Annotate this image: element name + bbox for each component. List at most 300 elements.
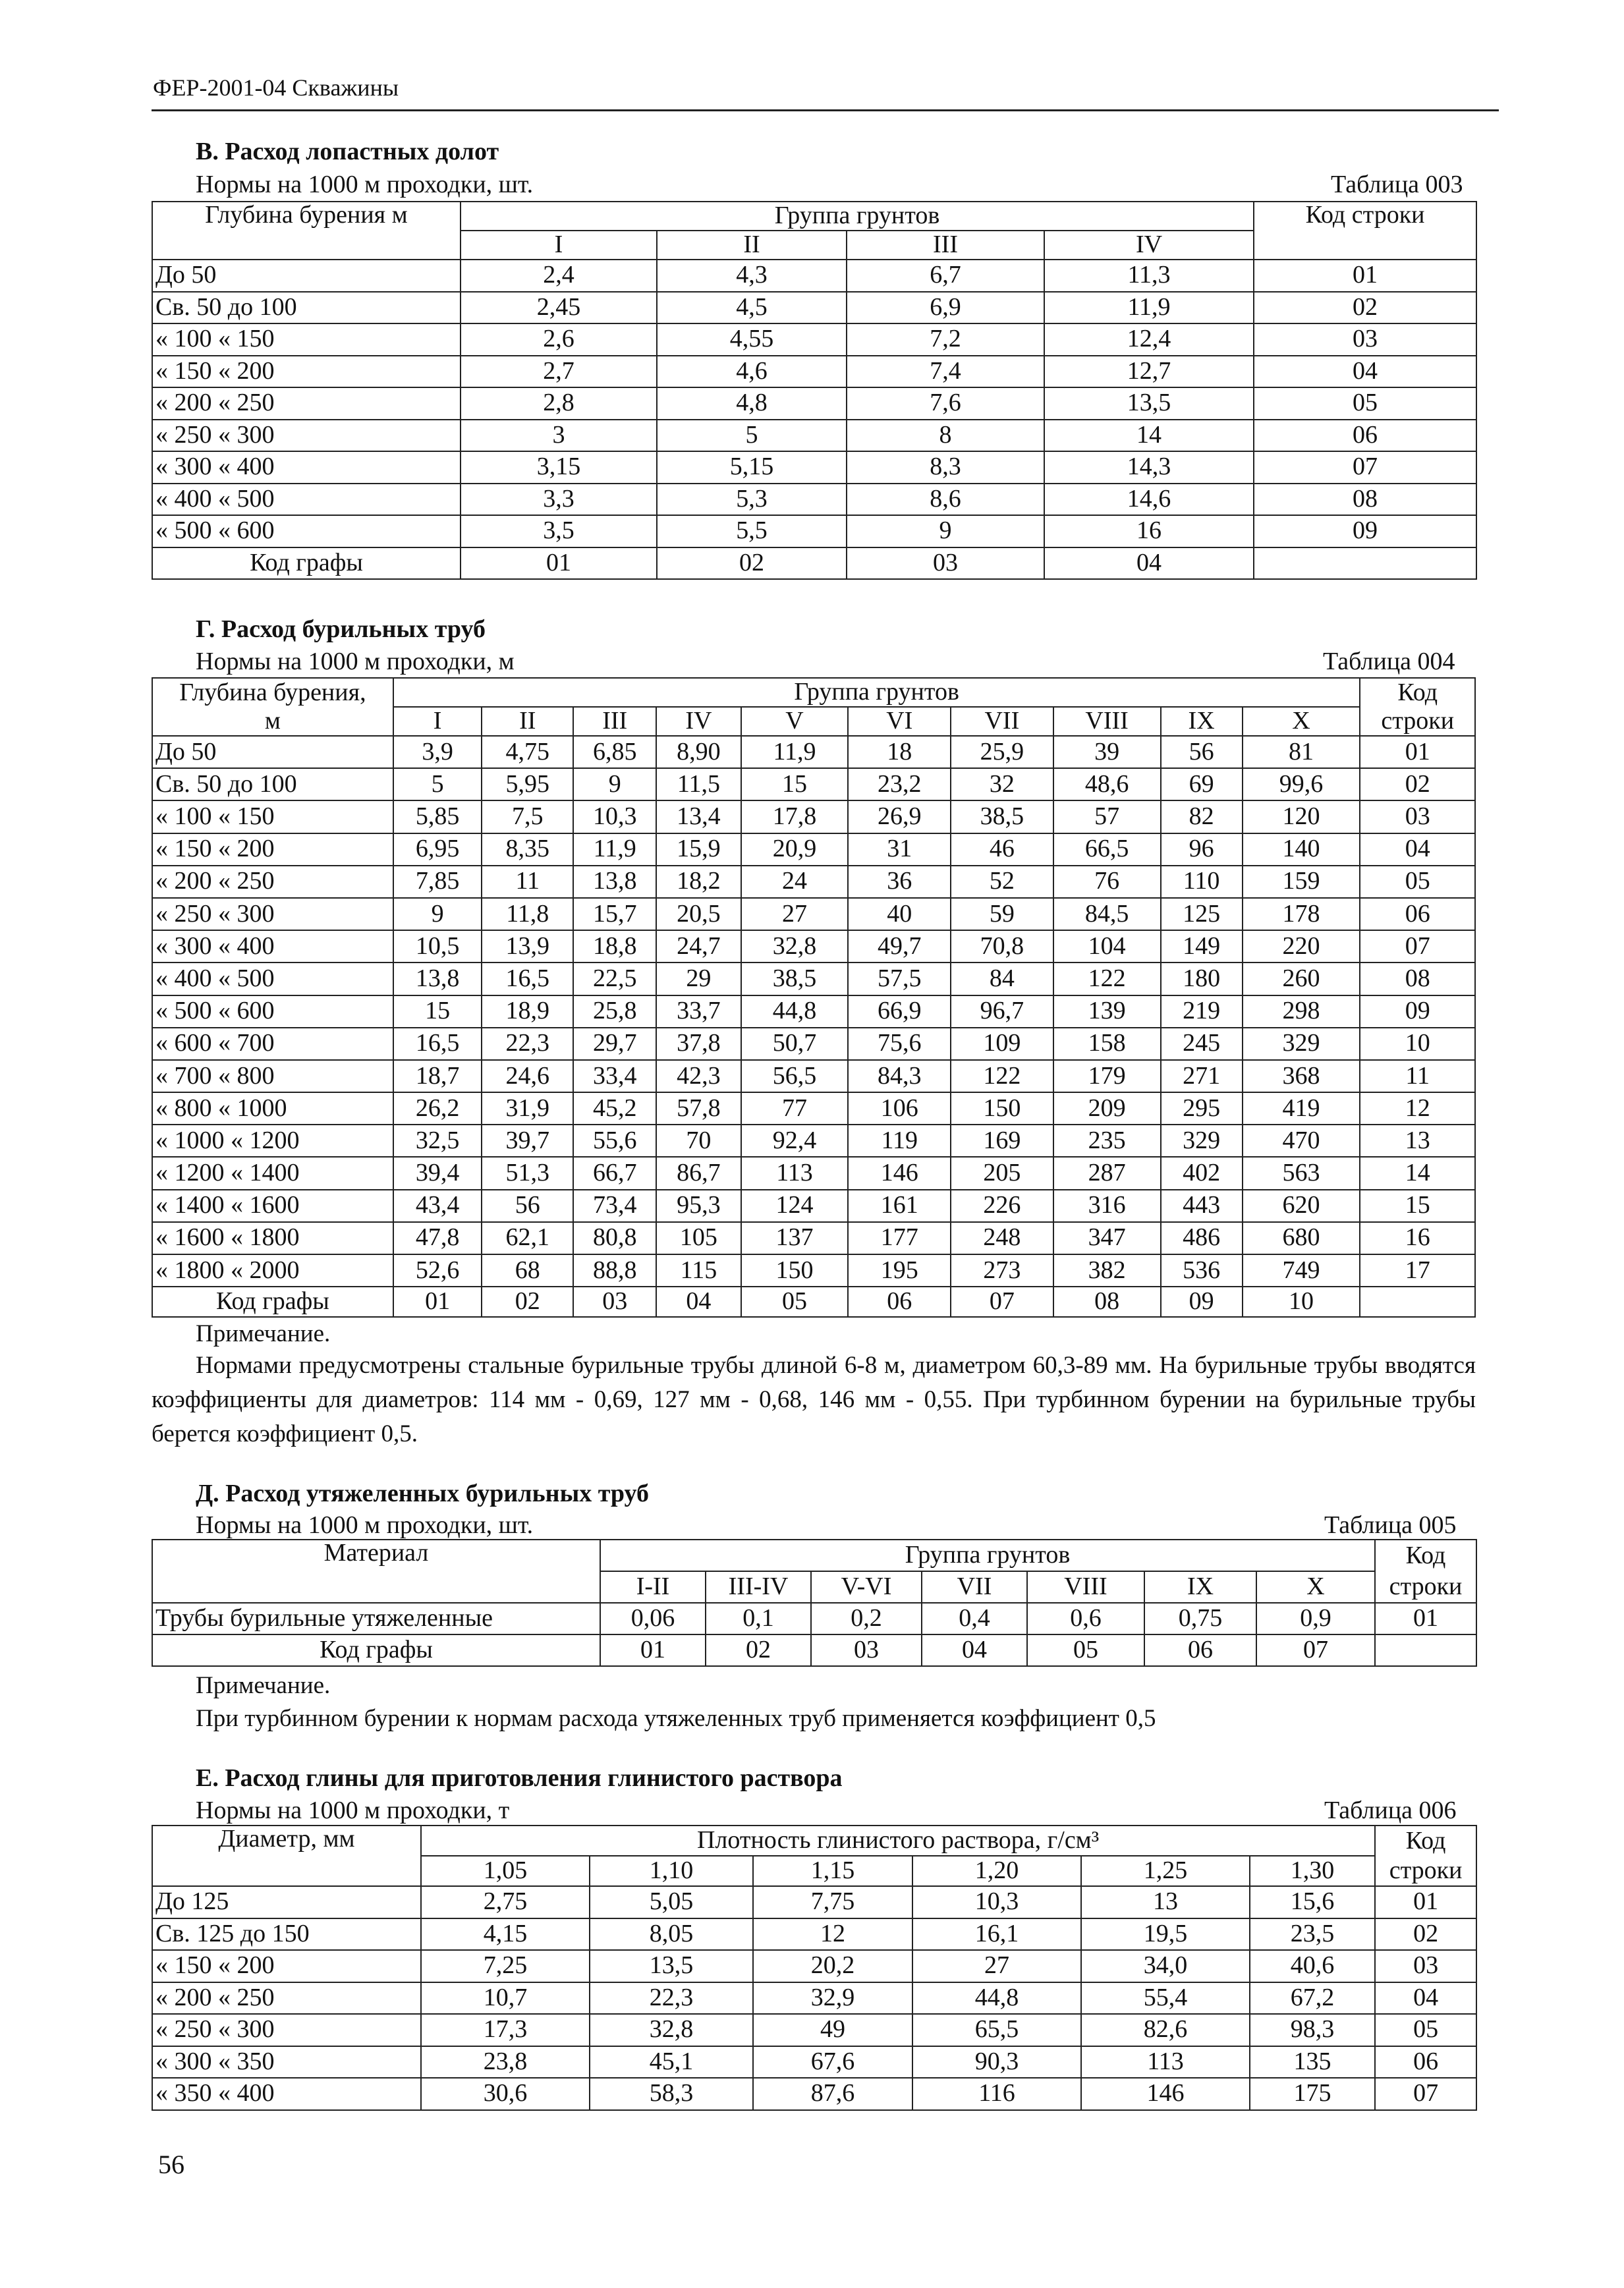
table-cell: 32,8	[741, 930, 849, 963]
table-cell: 06	[1360, 898, 1475, 930]
table-cell: « 700 « 800	[152, 1060, 393, 1092]
table-cell: 113	[741, 1157, 849, 1189]
table-cell: 178	[1243, 898, 1360, 930]
table-cell: 04	[1044, 547, 1254, 579]
table-cell: 14,3	[1044, 451, 1254, 484]
table-cell: 205	[951, 1157, 1053, 1189]
table-cell: 22,3	[482, 1028, 573, 1060]
table-cell: 47,8	[393, 1222, 482, 1254]
table-cell: 150	[951, 1092, 1053, 1125]
table-cell: 16,5	[393, 1028, 482, 1060]
table-cell: 95,3	[656, 1190, 741, 1222]
header-row	[152, 202, 1476, 231]
table-cell: « 100 « 150	[152, 800, 393, 833]
column-header: III	[847, 231, 1044, 260]
column-header: Диаметр, мм	[152, 1826, 421, 1886]
table-cell: 113	[1081, 2046, 1250, 2079]
table-cell: 03	[573, 1287, 656, 1317]
table-cell: 07	[1360, 930, 1475, 963]
table-row	[152, 1918, 1476, 1951]
table-cell: 52	[951, 866, 1053, 898]
table-cell: 382	[1053, 1254, 1161, 1287]
table-cell: 7,2	[847, 323, 1044, 356]
table-cell: 39,4	[393, 1157, 482, 1189]
table-cell: 3,15	[461, 451, 657, 484]
table-cell: 75,6	[848, 1028, 951, 1060]
table-cell: « 300 « 400	[152, 930, 393, 963]
table-row	[152, 930, 1475, 963]
table-cell: 57,8	[656, 1092, 741, 1125]
column-header: Глубина бурения м	[152, 202, 461, 260]
table-cell: 8,6	[847, 484, 1044, 516]
table-cell: 680	[1243, 1222, 1360, 1254]
table-cell: 13,8	[573, 866, 656, 898]
table-cell: 3,9	[393, 736, 482, 768]
table-cell: 287	[1053, 1157, 1161, 1189]
table-cell: 46	[951, 833, 1053, 866]
table-row	[152, 292, 1476, 324]
t004-note: Нормами предусмотрены стальные бурильные трубы длиной 6-8 м, диаметром 60,3-89 мм. На бурильные трубы вводятся коэффициенты для диаметров: 114 мм - 0,69, 127 мм - 0,68, 146 мм - 0,55. При турбинном бурении на бурильные трубы берется коэффициент 0,5.	[152, 1352, 1476, 1447]
table-cell: « 500 « 600	[152, 995, 393, 1028]
table-cell: 220	[1243, 930, 1360, 963]
column-header: VII	[951, 707, 1053, 736]
table-cell: 03	[1254, 323, 1476, 356]
table-cell: 245	[1161, 1028, 1243, 1060]
table-cell: 18,2	[656, 866, 741, 898]
column-header: I	[393, 707, 482, 736]
table-cell: 10	[1360, 1028, 1475, 1060]
table-cell: 32,5	[393, 1125, 482, 1157]
table-cell: 08	[1053, 1287, 1161, 1317]
table-row	[152, 833, 1475, 866]
table-cell: « 100 « 150	[152, 323, 461, 356]
column-header: Группа грунтов	[600, 1540, 1375, 1571]
table-cell: 32	[951, 768, 1053, 800]
table-cell: 7,25	[421, 1950, 590, 1982]
column-header: строки	[1375, 1856, 1476, 1886]
header-row	[152, 1826, 1476, 1856]
table-cell: 26,2	[393, 1092, 482, 1125]
table-cell: 161	[848, 1190, 951, 1222]
table-cell: 02	[706, 1634, 811, 1666]
table-cell: 43,4	[393, 1190, 482, 1222]
table-row	[152, 1886, 1476, 1918]
table-cell: 08	[1254, 484, 1476, 516]
table-row	[152, 1222, 1475, 1254]
table-cell: « 150 « 200	[152, 356, 461, 388]
table-cell: « 400 « 500	[152, 963, 393, 995]
table-cell: 04	[1254, 356, 1476, 388]
table-cell: 17,8	[741, 800, 849, 833]
table-cell: 329	[1243, 1028, 1360, 1060]
table-cell: 5,15	[657, 451, 847, 484]
table-cell: 05	[1375, 2014, 1476, 2046]
table-cell: 70	[656, 1125, 741, 1157]
table-cell: 02	[1254, 292, 1476, 324]
table-cell: 59	[951, 898, 1053, 930]
table-cell: 26,9	[848, 800, 951, 833]
table-cell: 9	[847, 515, 1044, 547]
table-cell: 15,9	[656, 833, 741, 866]
table-cell: 14,6	[1044, 484, 1254, 516]
table-cell: 57	[1053, 800, 1161, 833]
table-005	[152, 1539, 1477, 1667]
table-cell: 84,5	[1053, 898, 1161, 930]
t003-number: Таблица 003	[1331, 171, 1463, 198]
table-cell: « 200 « 250	[152, 866, 393, 898]
column-header: I	[461, 231, 657, 260]
table-cell: 368	[1243, 1060, 1360, 1092]
table-cell: Код графы	[152, 547, 461, 579]
table-cell: 235	[1053, 1125, 1161, 1157]
table-cell: 13	[1081, 1886, 1250, 1918]
table-cell: 139	[1053, 995, 1161, 1028]
table-cell: « 500 « 600	[152, 515, 461, 547]
t005-title: Д. Расход утяжеленных бурильных труб	[196, 1480, 650, 1507]
table-cell: 10,5	[393, 930, 482, 963]
table-cell: 20,5	[656, 898, 741, 930]
table-cell: 38,5	[741, 963, 849, 995]
table-cell: « 300 « 350	[152, 2046, 421, 2079]
column-header: строки	[1360, 707, 1475, 736]
column-header: Код строки	[1254, 202, 1476, 260]
table-cell: 44,8	[912, 1982, 1081, 2015]
table-cell: 13,9	[482, 930, 573, 963]
table-cell: 04	[922, 1634, 1027, 1666]
table-cell: 06	[848, 1287, 951, 1317]
table-cell: 106	[848, 1092, 951, 1125]
table-cell: До 125	[152, 1886, 421, 1918]
table-cell: 05	[1027, 1634, 1144, 1666]
table-cell: Код графы	[152, 1634, 600, 1666]
table-cell: 05	[741, 1287, 849, 1317]
column-header: Материал	[152, 1540, 600, 1603]
table-row	[152, 2046, 1476, 2079]
table-cell: 135	[1250, 2046, 1375, 2079]
table-cell: 16	[1360, 1222, 1475, 1254]
table-cell: 536	[1161, 1254, 1243, 1287]
table-row	[152, 736, 1475, 768]
table-cell: 16	[1044, 515, 1254, 547]
t006-title: Е. Расход глины для приготовления глинистого раствора	[196, 1764, 843, 1792]
t003-subtitle: Нормы на 1000 м проходки, шт.	[196, 171, 534, 198]
table-cell: 15	[1360, 1190, 1475, 1222]
table-cell: 11	[482, 866, 573, 898]
table-cell: 01	[1254, 260, 1476, 292]
table-row	[152, 1982, 1476, 2015]
table-cell: 6,95	[393, 833, 482, 866]
table-cell: 158	[1053, 1028, 1161, 1060]
table-row	[152, 800, 1475, 833]
table-cell: 84	[951, 963, 1053, 995]
table-cell: 86,7	[656, 1157, 741, 1189]
table-row	[152, 356, 1476, 388]
table-cell: 0,75	[1144, 1603, 1256, 1634]
table-row	[152, 963, 1475, 995]
table-cell: 11	[1360, 1060, 1475, 1092]
table-cell: 01	[1375, 1603, 1476, 1634]
t005-note-title: Примечание.	[196, 1672, 331, 1699]
table-row	[152, 260, 1476, 292]
table-cell: « 800 « 1000	[152, 1092, 393, 1125]
table-row	[152, 898, 1475, 930]
table-cell: 120	[1243, 800, 1360, 833]
table-cell: 81	[1243, 736, 1360, 768]
table-cell: 15,6	[1250, 1886, 1375, 1918]
table-cell: 271	[1161, 1060, 1243, 1092]
table-cell: 115	[656, 1254, 741, 1287]
table-cell: « 250 « 300	[152, 2014, 421, 2046]
t004-subtitle: Нормы на 1000 м проходки, м	[196, 648, 515, 675]
table-cell: 96,7	[951, 995, 1053, 1028]
table-cell: 33,7	[656, 995, 741, 1028]
table-cell: 5,05	[590, 1886, 753, 1918]
table-cell: 24	[741, 866, 849, 898]
table-cell: 7,5	[482, 800, 573, 833]
table-row	[152, 387, 1476, 420]
table-cell: 23,8	[421, 2046, 590, 2079]
table-cell: « 1000 « 1200	[152, 1125, 393, 1157]
table-cell: 04	[1375, 1982, 1476, 2015]
table-cell: 15	[393, 995, 482, 1028]
table-cell: 13,8	[393, 963, 482, 995]
table-cell	[1360, 1287, 1475, 1317]
table-cell: 749	[1243, 1254, 1360, 1287]
table-cell: 5,85	[393, 800, 482, 833]
table-cell: 01	[1360, 736, 1475, 768]
table-cell: 07	[1375, 2078, 1476, 2110]
table-cell: 419	[1243, 1092, 1360, 1125]
table-cell: 45,2	[573, 1092, 656, 1125]
table-cell: « 250 « 300	[152, 898, 393, 930]
table-cell: 04	[1360, 833, 1475, 866]
column-header: Группа грунтов	[461, 202, 1254, 231]
table-row	[152, 1603, 1476, 1634]
table-cell: 124	[741, 1190, 849, 1222]
table-cell: 169	[951, 1125, 1053, 1157]
table-cell: 25,9	[951, 736, 1053, 768]
table-cell: 109	[951, 1028, 1053, 1060]
table-cell: 73,4	[573, 1190, 656, 1222]
table-cell: 42,3	[656, 1060, 741, 1092]
table-cell: 2,6	[461, 323, 657, 356]
table-cell: 159	[1243, 866, 1360, 898]
table-cell: 179	[1053, 1060, 1161, 1092]
table-cell: 48,6	[1053, 768, 1161, 800]
table-cell: 03	[811, 1634, 922, 1666]
table-cell: 195	[848, 1254, 951, 1287]
table-row	[152, 323, 1476, 356]
table-row	[152, 1950, 1476, 1982]
table-cell: « 1600 « 1800	[152, 1222, 393, 1254]
table-cell: 96	[1161, 833, 1243, 866]
table-cell: 248	[951, 1222, 1053, 1254]
table-cell: 4,3	[657, 260, 847, 292]
table-cell: « 150 « 200	[152, 1950, 421, 1982]
table-cell: 18	[848, 736, 951, 768]
table-cell: « 350 « 400	[152, 2078, 421, 2110]
table-cell: 76	[1053, 866, 1161, 898]
table-row	[152, 484, 1476, 516]
table-cell: 33,4	[573, 1060, 656, 1092]
table-cell: 3	[461, 420, 657, 452]
table-row	[152, 515, 1476, 547]
table-cell: 13,4	[656, 800, 741, 833]
table-cell: « 400 « 500	[152, 484, 461, 516]
header-row	[152, 707, 1475, 736]
table-cell: 177	[848, 1222, 951, 1254]
table-cell: 11,9	[741, 736, 849, 768]
table-cell: 40,6	[1250, 1950, 1375, 1982]
table-row	[152, 2014, 1476, 2046]
table-cell: 4,55	[657, 323, 847, 356]
table-cell: 4,6	[657, 356, 847, 388]
table-cell: 6,9	[847, 292, 1044, 324]
table-cell: 2,45	[461, 292, 657, 324]
table-cell: 2,75	[421, 1886, 590, 1918]
column-header: X	[1243, 707, 1360, 736]
table-cell: 6,7	[847, 260, 1044, 292]
table-cell: 52,6	[393, 1254, 482, 1287]
table-cell: 39	[1053, 736, 1161, 768]
column-header: I-II	[600, 1571, 706, 1603]
column-header: IX	[1144, 1571, 1256, 1603]
table-cell: 24,7	[656, 930, 741, 963]
table-row	[152, 866, 1475, 898]
page-header: ФЕР-2001-04 Скважины	[153, 74, 399, 101]
table-cell: 07	[1256, 1634, 1375, 1666]
table-cell: 2,7	[461, 356, 657, 388]
table-cell: « 1800 « 2000	[152, 1254, 393, 1287]
table-cell: 563	[1243, 1157, 1360, 1189]
table-row	[152, 1125, 1475, 1157]
column-header: IX	[1161, 707, 1243, 736]
table-cell: 09	[1254, 515, 1476, 547]
header-row	[152, 678, 1475, 707]
table-cell: 10,3	[912, 1886, 1081, 1918]
table-cell: 5,3	[657, 484, 847, 516]
table-cell: 98,3	[1250, 2014, 1375, 2046]
table-cell: 11,9	[573, 833, 656, 866]
table-cell: 15,7	[573, 898, 656, 930]
column-header: IV	[656, 707, 741, 736]
table-cell: 13,5	[590, 1950, 753, 1982]
table-cell: 68	[482, 1254, 573, 1287]
column-header: Код	[1360, 678, 1475, 707]
table-cell: 146	[1081, 2078, 1250, 2110]
table-cell: 84,3	[848, 1060, 951, 1092]
table-cell: 09	[1360, 995, 1475, 1028]
table-cell: 10,7	[421, 1982, 590, 2015]
table-cell: 02	[482, 1287, 573, 1317]
table-cell	[1375, 1634, 1476, 1666]
table-cell: 01	[1375, 1886, 1476, 1918]
table-row	[152, 995, 1475, 1028]
column-header: 1,15	[753, 1856, 912, 1886]
table-cell: 77	[741, 1092, 849, 1125]
table-cell: 10	[1243, 1287, 1360, 1317]
column-header: II	[657, 231, 847, 260]
table-cell: 15	[741, 768, 849, 800]
table-cell: 45,1	[590, 2046, 753, 2079]
column-header: Код	[1375, 1826, 1476, 1856]
table-cell: 18,9	[482, 995, 573, 1028]
table-cell: 11,5	[656, 768, 741, 800]
table-cell: 29	[656, 963, 741, 995]
table-cell: 122	[1053, 963, 1161, 995]
table-cell: 140	[1243, 833, 1360, 866]
table-cell: 13	[1360, 1125, 1475, 1157]
table-cell: 55,4	[1081, 1982, 1250, 2015]
table-cell: 34,0	[1081, 1950, 1250, 1982]
table-cell: 82,6	[1081, 2014, 1250, 2046]
table-cell: До 50	[152, 260, 461, 292]
column-header: VIII	[1053, 707, 1161, 736]
table-row	[152, 1092, 1475, 1125]
table-cell: « 200 « 250	[152, 1982, 421, 2015]
table-cell: 55,6	[573, 1125, 656, 1157]
t005-number: Таблица 005	[1324, 1511, 1457, 1539]
table-cell: 12	[1360, 1092, 1475, 1125]
table-cell: 56	[1161, 736, 1243, 768]
table-cell: 8,90	[656, 736, 741, 768]
table-cell: 402	[1161, 1157, 1243, 1189]
column-header: II	[482, 707, 573, 736]
column-header: Глубина бурения,	[152, 678, 393, 707]
table-cell: 260	[1243, 963, 1360, 995]
table-cell: 36	[848, 866, 951, 898]
table-cell: 316	[1053, 1190, 1161, 1222]
t006-number: Таблица 006	[1324, 1797, 1457, 1824]
table-cell: 02	[1360, 768, 1475, 800]
table-cell: 2,8	[461, 387, 657, 420]
column-header: 1,20	[912, 1856, 1081, 1886]
table-row	[152, 1157, 1475, 1189]
table-cell: 470	[1243, 1125, 1360, 1157]
table-cell: 05	[1360, 866, 1475, 898]
table-cell: 5	[393, 768, 482, 800]
table-cell: 14	[1044, 420, 1254, 452]
t004-note-title: Примечание.	[196, 1320, 331, 1347]
table-cell: 16,1	[912, 1918, 1081, 1951]
table-cell: 31,9	[482, 1092, 573, 1125]
table-cell: 11,3	[1044, 260, 1254, 292]
table-cell: 20,9	[741, 833, 849, 866]
table-cell: 180	[1161, 963, 1243, 995]
column-header: Код	[1375, 1540, 1476, 1571]
table-cell: 25,8	[573, 995, 656, 1028]
table-cell: 0,2	[811, 1603, 922, 1634]
table-cell: Код графы	[152, 1287, 393, 1317]
table-cell: 67,2	[1250, 1982, 1375, 2015]
t004-title: Г. Расход бурильных труб	[196, 615, 486, 643]
table-cell: 30,6	[421, 2078, 590, 2110]
code-row	[152, 1634, 1476, 1666]
table-cell: 88,8	[573, 1254, 656, 1287]
table-cell: 298	[1243, 995, 1360, 1028]
header-divider	[152, 109, 1499, 111]
column-header: III-IV	[706, 1571, 811, 1603]
table-cell: 09	[1161, 1287, 1243, 1317]
table-cell: 10,3	[573, 800, 656, 833]
table-cell: 137	[741, 1222, 849, 1254]
table-cell: 44,8	[741, 995, 849, 1028]
table-cell: 14	[1360, 1157, 1475, 1189]
page-number: 56	[158, 2150, 184, 2179]
table-cell: 219	[1161, 995, 1243, 1028]
t005-note: При турбинном бурении к нормам расхода утяжеленных труб применяется коэффициент 0,5	[196, 1705, 1156, 1732]
table-cell: 226	[951, 1190, 1053, 1222]
